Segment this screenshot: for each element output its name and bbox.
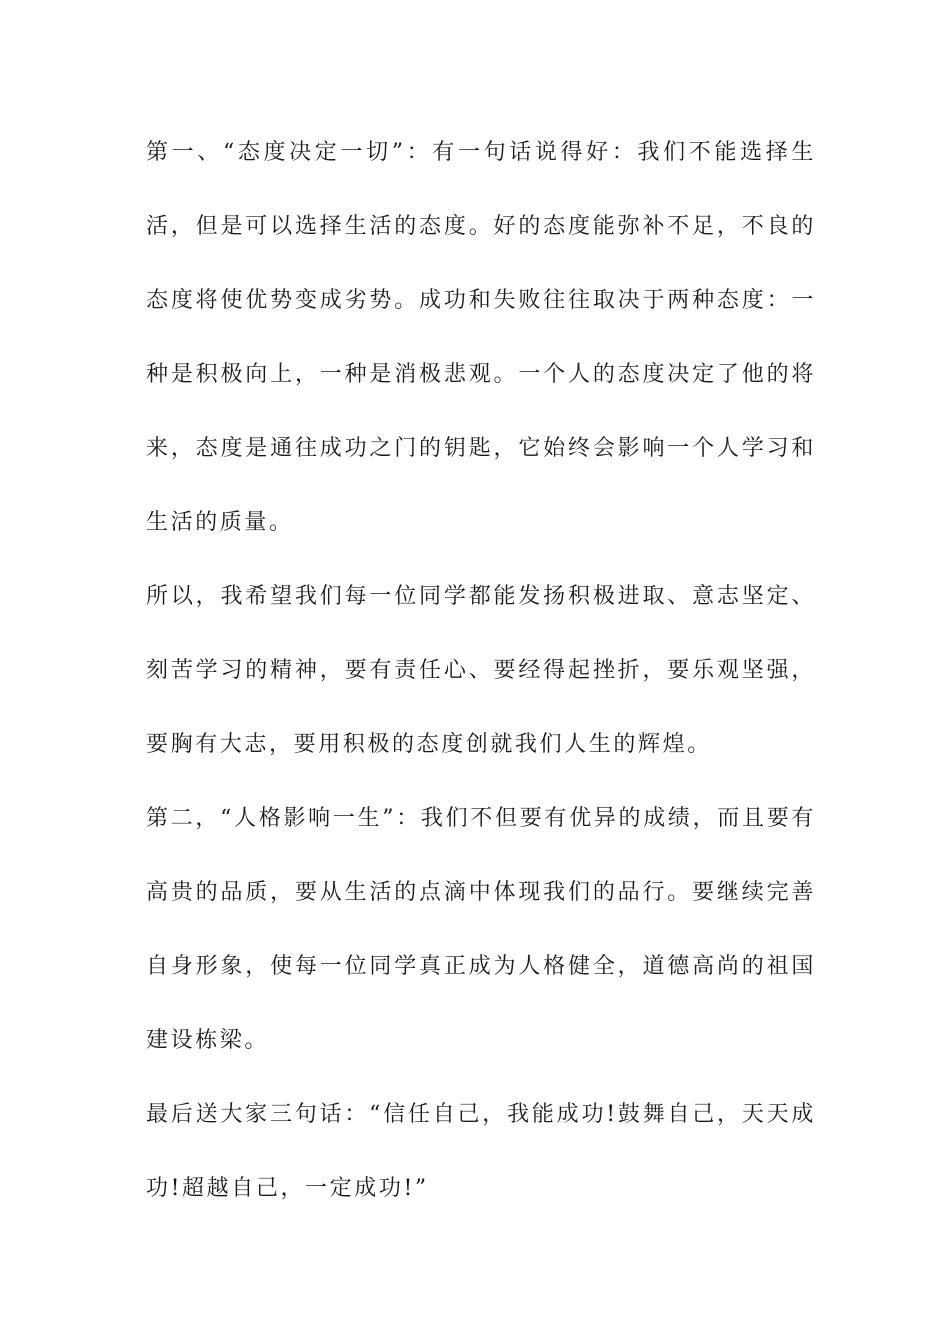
paragraph-attitude: 第一、“态度决定一切”：有一句话说得好：我们不能选择生活，但是可以选择生活的态度。好的态度能弥补不足，不良的态度将使优势变成劣势。成功和失败往往取决于两种态度：一种是积极向上，一种是消极悲观。一个人的态度决定了他的将来，态度是通往成功之门的钥匙，它始终会影响一个人学习和生活的质量。 bbox=[146, 140, 816, 535]
document-body bbox=[146, 116, 816, 1226]
paragraph-character: 第二，“人格影响一生”：我们不但要有优异的成绩，而且要有高贵的品质，要从生活的点滴中体现我们的品行。要继续完善自身形象，使每一位同学真正成为人格健全，道德高尚的祖国建设栋梁。 bbox=[146, 806, 816, 1053]
paragraph-hope: 所以，我希望我们每一位同学都能发扬积极进取、意志坚定、刻苦学习的精神，要有责任心、要经得起挫折，要乐观坚强，要胸有大志，要用积极的态度创就我们人生的辉煌。 bbox=[146, 584, 816, 757]
paragraph-closing: 最后送大家三句话：“信任自己，我能成功!鼓舞自己，天天成功!超越自己，一定成功!” bbox=[146, 1102, 816, 1201]
